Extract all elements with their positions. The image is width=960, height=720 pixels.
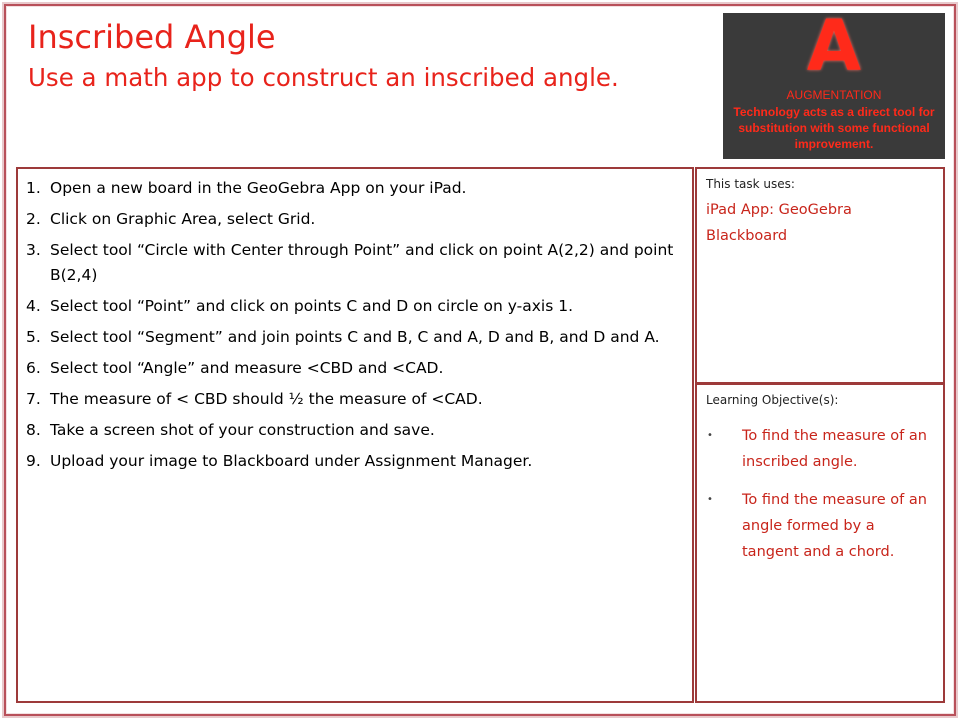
learning-objective-text: To find the measure of an inscribed angle.	[742, 428, 927, 470]
instruction-step	[26, 387, 676, 412]
instruction-list	[26, 176, 676, 480]
instruction-step	[26, 238, 676, 288]
instructions-panel	[16, 167, 694, 703]
instruction-step	[26, 325, 676, 350]
badge-letter: A	[806, 13, 862, 87]
instruction-step	[26, 176, 676, 201]
learning-objective-text: To find the measure of an angle formed by a tangent and a chord.	[742, 492, 927, 560]
step-text: The measure of < CBD should ½ the measure of <CAD.	[50, 390, 483, 408]
step-text: Select tool “Segment” and join points C and B, C and A, D and B, and D and A.	[50, 328, 660, 346]
page-title: Inscribed Angle	[28, 18, 276, 56]
instruction-step	[26, 294, 676, 319]
step-number: 2.	[26, 210, 41, 228]
step-text: Upload your image to Blackboard under Assignment Manager.	[50, 452, 533, 470]
step-number: 9.	[26, 452, 41, 470]
step-text: Select tool “Angle” and measure <CBD and <CAD.	[50, 359, 444, 377]
augmentation-badge	[723, 13, 945, 159]
instruction-step	[26, 356, 676, 381]
learning-objective-item	[707, 487, 932, 565]
task-uses-item: Blackboard	[706, 228, 788, 244]
step-text: Click on Graphic Area, select Grid.	[50, 210, 316, 228]
task-uses-panel	[695, 167, 945, 384]
page-subtitle: Use a math app to construct an inscribed angle.	[28, 63, 619, 92]
step-number: 5.	[26, 328, 41, 346]
task-uses-label: This task uses:	[706, 177, 795, 191]
step-number: 1.	[26, 179, 41, 197]
instruction-step	[26, 207, 676, 232]
task-uses-list	[706, 197, 852, 249]
bullet-icon: •	[707, 494, 713, 505]
instruction-step	[26, 449, 676, 474]
learning-objective-item	[707, 423, 932, 475]
badge-heading: AUGMENTATION	[786, 88, 882, 102]
task-uses-item: iPad App: GeoGebra	[706, 202, 852, 218]
step-number: 6.	[26, 359, 41, 377]
step-text: Take a screen shot of your construction and save.	[50, 421, 435, 439]
instruction-step	[26, 418, 676, 443]
step-number: 4.	[26, 297, 41, 315]
step-number: 7.	[26, 390, 41, 408]
step-number: 3.	[26, 241, 41, 259]
step-number: 8.	[26, 421, 41, 439]
bullet-icon: •	[707, 430, 713, 441]
learning-objectives-list	[707, 423, 932, 577]
learning-objectives-label: Learning Objective(s):	[706, 393, 839, 407]
learning-objectives-panel	[695, 383, 945, 703]
badge-description: Technology acts as a direct tool for substitution with some functional improvement.	[733, 105, 935, 151]
step-text: Open a new board in the GeoGebra App on your iPad.	[50, 179, 467, 197]
step-text: Select tool “Point” and click on points C and D on circle on y-axis 1.	[50, 297, 574, 315]
step-text: Select tool “Circle with Center through Point” and click on point A(2,2) and point B(2,4)	[50, 241, 674, 284]
